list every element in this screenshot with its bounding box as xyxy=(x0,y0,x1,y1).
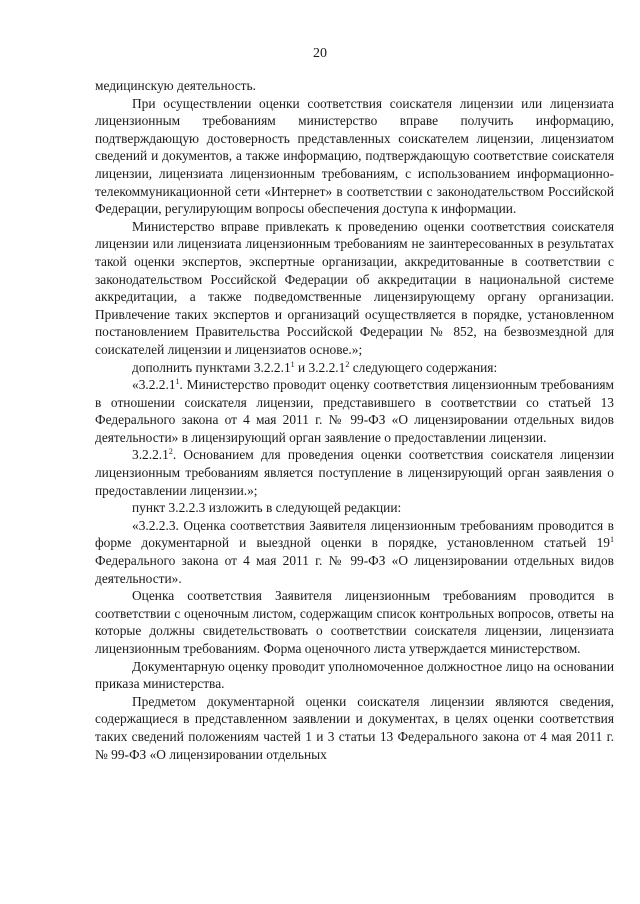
text-run: . Министерство проводит оценку соответствия лицензионным требованиям в отношении соискателя лицензии, представившего в соответствии со статьей 13 Федерального закона от 4 мая 2011 г. № 99-ФЗ «О лицензировании отдельных видов деятельности» в лицензирующий орган заявление о предоставлении лицензии. xyxy=(95,377,614,445)
paragraph: Оценка соответствия Заявителя лицензионным требованиям проводится в соответствии с оценочным листом, содержащим список контрольных вопросов, ответы на которые должны свидетельствовать о соответствии соискателя лицензии, лицензиата лицензионным требованиям. Форма оценочного листа утверждается министерством. xyxy=(95,588,614,656)
text-run: 3.2.2.1 xyxy=(132,447,169,463)
document-body xyxy=(95,77,614,763)
text-run: Федерального закона от 4 мая 2011 г. № 99-ФЗ «О лицензировании отдельных видов деятельности». xyxy=(95,553,614,586)
text-run: . Основанием для проведения оценки соответствия соискателя лицензии лицензионным требованиям является поступление в лицензирующий орган заявления о предоставлении лицензии.»; xyxy=(95,447,614,498)
paragraph xyxy=(95,517,614,587)
paragraph: Предметом документарной оценки соискателя лицензии являются сведения, содержащиеся в представленном заявлении и документах, в целях оценки соответствия таких сведений положениям частей 1 и 3 статьи 13 Федерального закона от 4 мая 2011 г. № 99-ФЗ «О лицензировании отдельных xyxy=(95,693,614,762)
superscript: 1 xyxy=(610,535,614,545)
text-run: «3.2.2.1 xyxy=(132,377,176,393)
paragraph: Министерство вправе привлекать к проведению оценки соответствия соискателя лицензии или лицензиата лицензионным требованиям не заинтересованных в результатах такой оценки экспертов, экспертные организации, аккредитованные в соответствии с законодательством Российской Федерации об аккредитации в национальной системе аккредитации, а также подведомственные лицензирующему органу организации. Привлечение таких экспертов и организаций осуществляется в порядке, установленном постановлением Правительства Российской Федерации № 852, на безвозмездной для соискателей лицензии и лицензиатов основе.»; xyxy=(95,218,614,357)
text-run: и 3.2.2.1 xyxy=(294,359,346,375)
text-run: следующего содержания: xyxy=(349,359,498,375)
paragraph xyxy=(95,376,614,446)
paragraph xyxy=(95,446,614,499)
paragraph: При осуществлении оценки соответствия соискателя лицензии или лицензиата лицензионным требованиям министерство вправе получить информацию, подтверждающую достоверность представленных соискателем лицензии, лицензиатом сведений и документов, а также информацию, подтверждающую соответствие соискателя лицензии, лицензиата лицензионным требованиям, с использованием информационно-телекоммуникационной сети «Интернет» в соответствии с законодательством Российской Федерации, регулирующим вопросы обеспечения доступа к информации. xyxy=(95,95,614,217)
superscript: 1 xyxy=(175,377,180,387)
superscript: 1 xyxy=(290,359,295,369)
text-run: «3.2.2.3. Оценка соответствия Заявителя лицензионным требованиям проводится в форме документарной и выездной оценки в порядке, установленном статьей 19 xyxy=(95,517,614,551)
paragraph: пункт 3.2.2.3 изложить в следующей редакции: xyxy=(132,500,402,516)
superscript: 2 xyxy=(345,359,350,369)
paragraph: Документарную оценку проводит уполномоченное должностное лицо на основании приказа министерства. xyxy=(95,658,614,692)
page-number: 20 xyxy=(313,46,327,61)
paragraph xyxy=(95,359,614,377)
superscript: 2 xyxy=(168,447,173,457)
paragraph: медицинскую деятельность. xyxy=(95,78,256,93)
text-run: дополнить пунктами 3.2.2.1 xyxy=(132,359,291,375)
